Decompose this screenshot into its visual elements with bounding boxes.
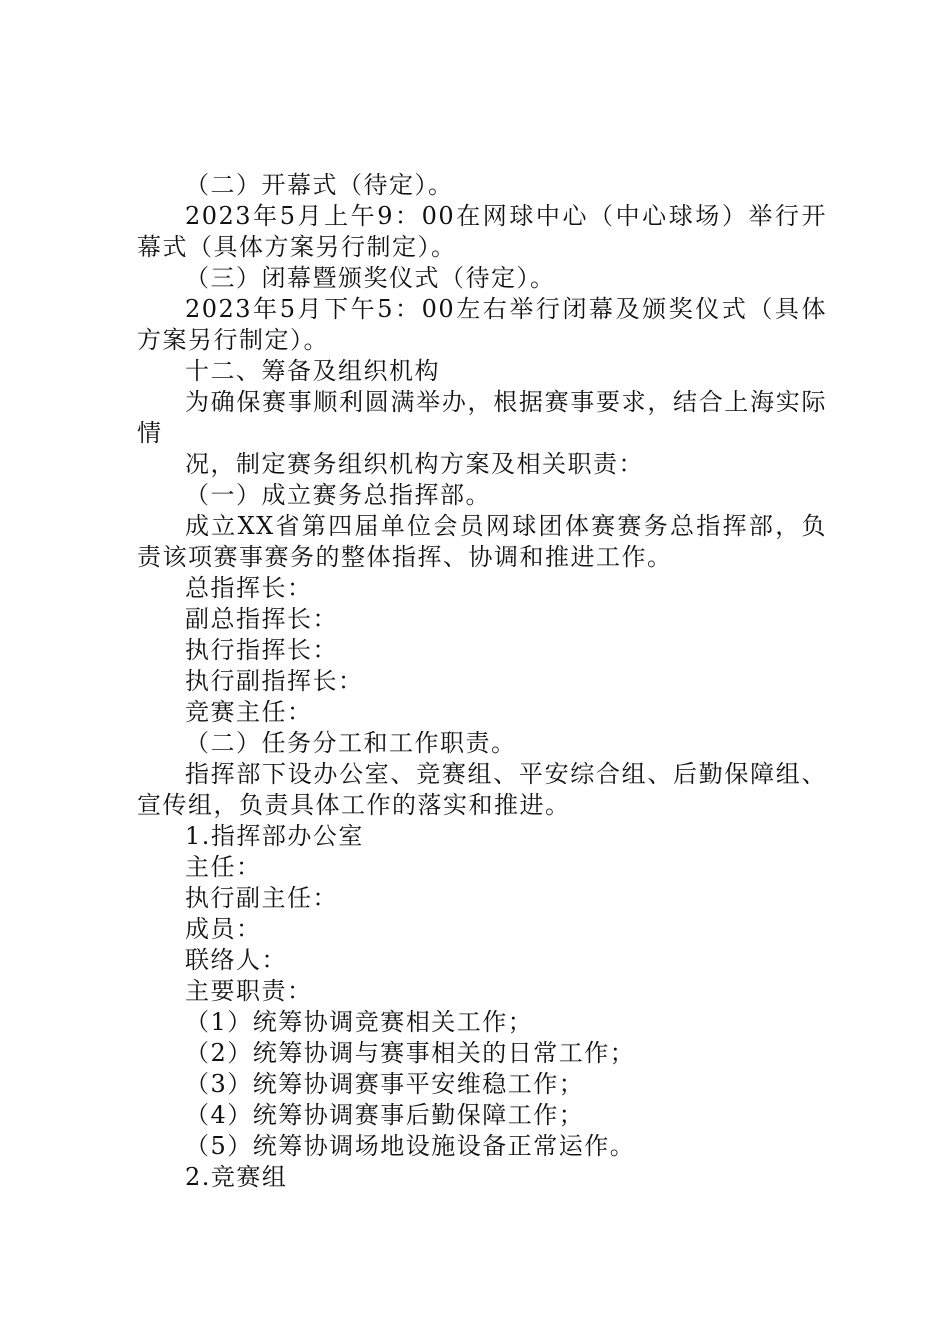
subheading-competition-group: 2.竞赛组 xyxy=(185,1163,288,1191)
section-heading-closing: （三）闭幕暨颁奖仪式（待定）。 xyxy=(185,264,556,292)
field-chief-commander: 总指挥长： xyxy=(185,574,313,602)
duty-item-3: （3）统筹协调赛事平安维稳工作； xyxy=(185,1070,585,1098)
duty-item-4: （4）统筹协调赛事后勤保障工作； xyxy=(185,1101,585,1129)
field-members: 成员： xyxy=(185,915,262,943)
field-executive-commander: 执行指挥长： xyxy=(185,636,338,664)
section-heading-task-division: （二）任务分工和工作职责。 xyxy=(185,729,517,757)
section-heading-command-center: （一）成立赛务总指挥部。 xyxy=(185,481,491,509)
paragraph-purpose-line-2: 况，制定赛务组织机构方案及相关职责： xyxy=(185,450,644,478)
paragraph-command-center: 成立XX省第四届单位会员网球团体赛赛务总指挥部，负责该项赛事赛务的整体指挥、协调和推进工作。 xyxy=(137,512,827,571)
duty-item-2: （2）统筹协调与赛事相关的日常工作； xyxy=(185,1039,636,1067)
field-deputy-chief-commander: 副总指挥长： xyxy=(185,605,338,633)
subheading-command-office: 1.指挥部办公室 xyxy=(185,822,364,850)
field-competition-director: 竞赛主任： xyxy=(185,698,313,726)
field-executive-deputy-commander: 执行副指挥长： xyxy=(185,667,364,695)
field-liaison: 联络人： xyxy=(185,946,287,974)
duty-item-5: （5）统筹协调场地设施设备正常运作。 xyxy=(185,1132,636,1160)
paragraph-opening-details: 2023年5月上午9：00在网球中心（中心球场）举行开幕式（具体方案另行制定）。 xyxy=(137,202,827,261)
document-body xyxy=(137,170,827,1193)
field-office-director: 主任： xyxy=(185,853,262,881)
paragraph-closing-details: 2023年5月下午5：00左右举行闭幕及颁奖仪式（具体方案另行制定）。 xyxy=(137,295,827,354)
section-heading-opening: （二）开幕式（待定）。 xyxy=(185,171,454,199)
chapter-heading-organization: 十二、筹备及组织机构 xyxy=(185,357,440,385)
paragraph-purpose-line-1: 为确保赛事顺利圆满举办，根据赛事要求，结合上海实际情 xyxy=(137,388,827,447)
field-executive-deputy-director: 执行副主任： xyxy=(185,884,338,912)
paragraph-task-division: 指挥部下设办公室、竞赛组、平安综合组、后勤保障组、宣传组，负责具体工作的落实和推进。 xyxy=(137,760,827,819)
field-main-duties: 主要职责： xyxy=(185,977,313,1005)
duty-item-1: （1）统筹协调竞赛相关工作； xyxy=(185,1008,534,1036)
